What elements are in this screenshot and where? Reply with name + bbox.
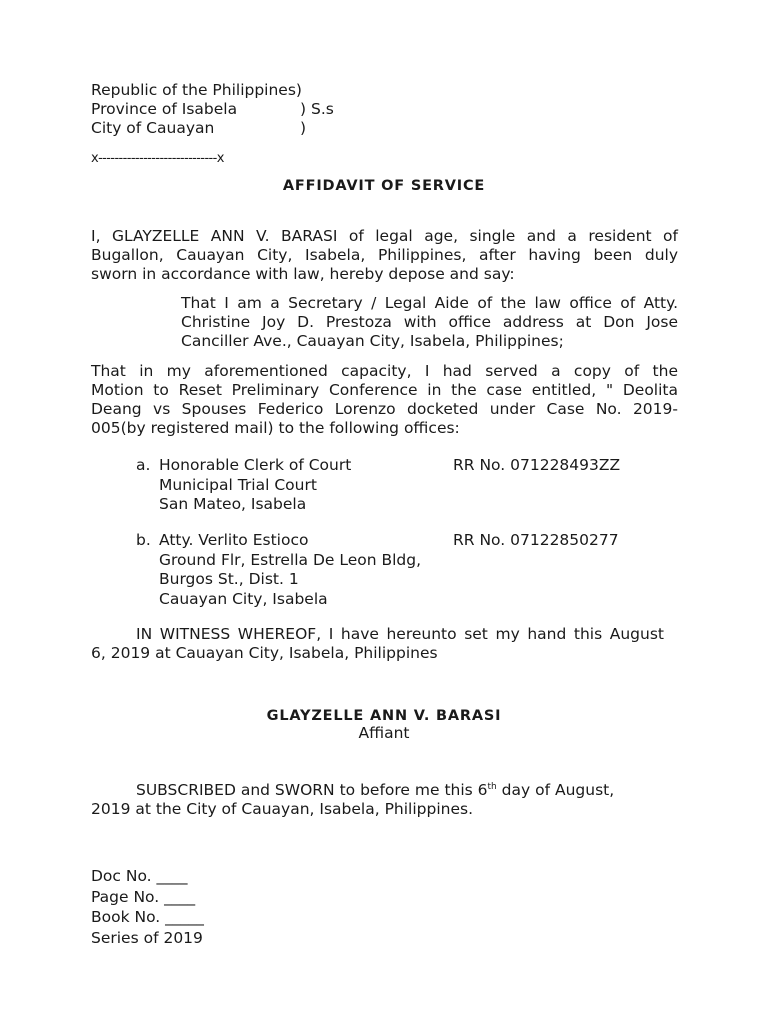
paragraph-1-line: Christine Joy D. Prestoza with office address at Don Jose — [181, 313, 678, 331]
book-number: Book No. _____ — [91, 908, 204, 926]
recipient-address-line: San Mateo, Isabela — [159, 495, 307, 513]
caption-venue-bracket: ) — [300, 119, 307, 137]
page-number: Page No. ____ — [91, 887, 196, 906]
paragraph-1-line: That I am a Secretary / Legal Aide of the law office of Atty. — [181, 294, 678, 312]
recipient-address-line: Cauayan City, Isabela — [159, 589, 328, 608]
recipient-address-line: Burgos St., Dist. 1 — [159, 570, 299, 588]
intro-line: Bugallon, Cauayan City, Isabela, Philippines, after having been duly — [91, 246, 678, 264]
caption-line-city: City of Cauayan — [91, 119, 215, 137]
paragraph-2-line: Motion to Reset Preliminary Conference in the case entitled, " Deolita — [91, 381, 678, 399]
recipient-marker: a. — [136, 456, 151, 474]
registry-receipt-number: RR No. 07122850277 — [453, 531, 619, 549]
intro-line: I, GLAYZELLE ANN V. BARASI of legal age, single and a resident of — [91, 227, 678, 245]
paragraph-1-line: Canciller Ave., Cauayan City, Isabela, Philippines; — [181, 332, 564, 350]
intro-line: sworn in accordance with law, hereby depose and say: — [91, 265, 515, 283]
recipient-address-line: Atty. Verlito Estioco — [159, 531, 309, 549]
witness-line: IN WITNESS WHEREOF, I have hereunto set my hand this August — [136, 625, 664, 643]
caption-line-province: Province of Isabela — [91, 100, 238, 118]
signatory-name: GLAYZELLE ANN V. BARASI — [266, 708, 502, 724]
recipient-address-line: Honorable Clerk of Court — [159, 456, 352, 474]
recipient-marker: b. — [136, 531, 151, 549]
intro-paragraph — [91, 227, 678, 284]
paragraph-2-line: That in my aforementioned capacity, I had served a copy of the — [91, 362, 678, 380]
caption-line-republic: Republic of the Philippines) — [91, 81, 302, 99]
registry-receipt-number: RR No. 071228493ZZ — [453, 456, 621, 474]
notarial-register — [91, 866, 204, 948]
jurat-text: SUBSCRIBED and SWORN to before me this 6 — [136, 781, 488, 799]
series-year: Series of 2019 — [91, 928, 203, 947]
witness-line: 6, 2019 at Cauayan City, Isabela, Philippines — [91, 644, 438, 662]
jurat-line-2: 2019 at the City of Cauayan, Isabela, Philippines. — [91, 800, 474, 818]
jurat-ordinal-suffix: th — [487, 781, 497, 792]
signatory-role: Affiant — [358, 724, 410, 742]
recipient-address-line: Municipal Trial Court — [159, 475, 317, 494]
recipient-address-line: Ground Flr, Estrella De Leon Bldg, — [159, 550, 422, 569]
document-title: AFFIDAVIT OF SERVICE — [282, 178, 486, 194]
paragraph-2-line: Deang vs Spouses Federico Lorenzo docketed under Case No. 2019- — [91, 400, 678, 418]
recipient-address — [159, 456, 351, 515]
doc-number: Doc No. ____ — [91, 867, 188, 885]
jurat-text: day of August, — [496, 781, 615, 799]
paragraph-1 — [181, 294, 678, 351]
caption-separator: x-----------------------------x — [91, 151, 224, 166]
paragraph-2-line: 005(by registered mail) to the following offices: — [91, 419, 460, 437]
recipient-address — [159, 531, 421, 609]
caption-venue-ss: ) S.s — [300, 100, 334, 118]
jurat-line-1 — [136, 781, 614, 800]
paragraph-2 — [91, 362, 678, 438]
